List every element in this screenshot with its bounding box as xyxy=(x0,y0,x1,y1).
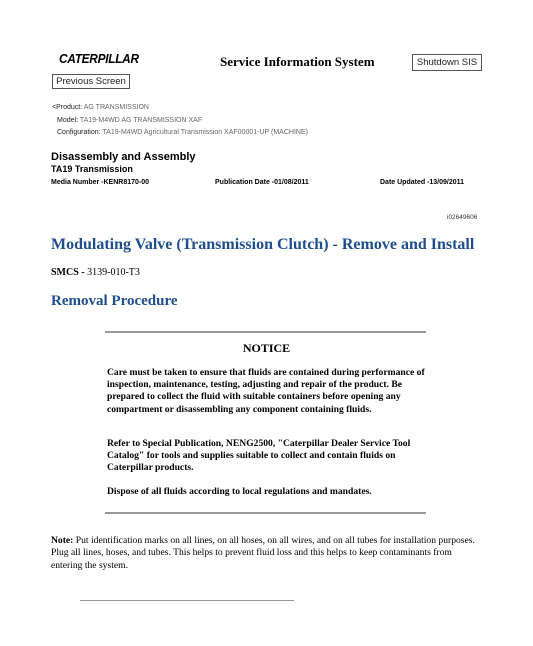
note-paragraph xyxy=(51,535,481,572)
system-title: Service Information System xyxy=(220,54,375,69)
model-label: Model: xyxy=(57,117,79,124)
notice-title: NOTICE xyxy=(242,341,291,355)
model-value: TA19-M4WD AG TRANSMISSION XAF xyxy=(79,117,203,124)
meta-model xyxy=(57,117,202,124)
product-label: <Product: xyxy=(52,104,83,111)
section-heading: Disassembly and Assembly xyxy=(51,151,196,163)
media-number: Media Number -KENR8170-00 xyxy=(51,179,150,186)
configuration-label: Configuration: xyxy=(57,129,101,136)
date-updated: Date Updated -13/09/2011 xyxy=(380,179,465,186)
removal-procedure-heading: Removal Procedure xyxy=(51,293,178,309)
caterpillar-logo: CATERPILLAR xyxy=(59,52,139,66)
notice-paragraph-3: Dispose of all fluids according to local regulations and mandates. xyxy=(107,486,372,497)
notice-top-divider xyxy=(105,331,426,333)
product-value: AG TRANSMISSION xyxy=(83,104,149,111)
note-label: Note: xyxy=(51,535,74,546)
shutdown-sis-button[interactable]: Shutdown SIS xyxy=(412,54,482,71)
page-title: Modulating Valve (Transmission Clutch) - Remove and Install xyxy=(51,236,475,253)
notice-bottom-divider xyxy=(105,512,426,514)
smcs-label: SMCS - xyxy=(51,267,85,278)
notice-paragraph-2: Refer to Special Publication, NENG2500, "Caterpillar Dealer Service Tool Catalog" for tools and supplies suitable to collect and contain fluids on Caterpillar products. xyxy=(107,438,411,474)
smcs-value: 3139-010-T3 xyxy=(87,267,140,278)
footer-divider xyxy=(80,600,294,601)
section-subheading: TA19 Transmission xyxy=(51,164,133,174)
smcs-code xyxy=(51,267,140,278)
meta-configuration xyxy=(57,129,308,136)
document-id: i02649606 xyxy=(447,214,478,221)
configuration-value: TA19-M4WD Agricultural Transmission XAF00001-UP (MACHINE) xyxy=(102,129,308,136)
notice-paragraph-1: Care must be taken to ensure that fluids are contained during performance of inspection, maintenance, testing, adjusting and repair of the product. Be prepared to collect the fluid with suitable containers before opening any compartment or disassembling any component containing fluids. xyxy=(107,367,425,415)
note-text: Put identification marks on all lines, on all hoses, on all wires, and on all tubes for installation purposes. Plug all lines, hoses, and tubes. This helps to prevent fluid loss and this helps to keep contaminants from entering the system. xyxy=(51,535,475,571)
meta-product xyxy=(52,104,149,111)
publication-date: Publication Date -01/08/2011 xyxy=(215,179,309,186)
previous-screen-button[interactable]: Previous Screen xyxy=(52,74,130,89)
